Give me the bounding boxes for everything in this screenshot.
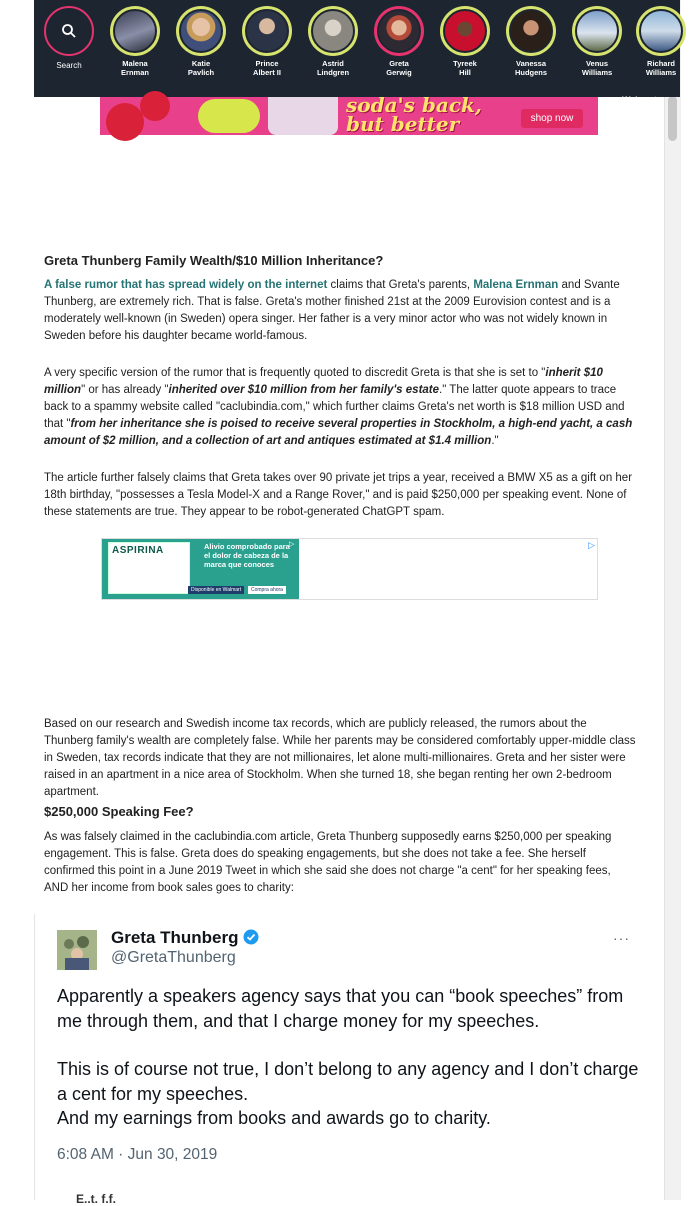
story-name-last: Hill	[459, 68, 471, 77]
ad-headline: Alivio comprobado para el dolor de cabeza de la marca que conoces	[204, 542, 290, 569]
paragraph-text: and Svante Thunberg, are extremely rich. That is false. Greta's mother finished 21st at the 2009 Eurovision contest and is a moderately well-known (in Sweden) opera singer. Her father is a very minor actor who was not widely known in Sweden before his daughter became world-famous.	[44, 279, 620, 342]
story-name-first: Astrid	[322, 59, 344, 68]
malena-ernman-link[interactable]: Malena Ernman	[473, 279, 559, 291]
scrollbar[interactable]	[664, 0, 681, 1200]
avatar[interactable]	[636, 6, 686, 56]
more-options-icon[interactable]: ···	[613, 930, 630, 946]
paragraph-text: " or has already "	[81, 384, 169, 396]
drink-cup-image	[268, 97, 338, 135]
ad-slogan-line1: soda's back,	[346, 93, 482, 117]
avatar[interactable]	[242, 6, 292, 56]
tweet-author-name[interactable]	[111, 928, 259, 948]
story-name-last: Albert II	[253, 68, 281, 77]
strawberry-image	[140, 91, 170, 121]
next-section-cutoff: E..t. f.f.	[76, 1192, 116, 1206]
story-name-first: Richard	[647, 59, 675, 68]
paragraph-speaking-fee: As was falsely claimed in the caclubindia.com article, Greta Thunberg supposedly earns $250,000 per speaking engagement. This is false. Greta does do speaking engagements, but she does not take a fee. She herself confirmed this point in a June 2019 Tweet in which she said she does not charge "a cent" for her speaking fees, AND her income from book sales goes to charity:	[44, 831, 612, 894]
story-tyreek-hill[interactable]	[432, 6, 498, 77]
story-name-first: Malena	[122, 59, 148, 68]
section-heading-inheritance: Greta Thunberg Family Wealth/$10 Million Inheritance?	[44, 253, 384, 268]
ad-choices-icon[interactable]: ▷	[588, 540, 595, 550]
story-name-first: Prince	[255, 59, 279, 68]
avatar[interactable]	[374, 6, 424, 56]
avatar[interactable]	[176, 6, 226, 56]
story-name-first: Tyreek	[453, 59, 477, 68]
avatar[interactable]	[506, 6, 556, 56]
paragraph-text: A very specific version of the rumor that is frequently quoted to discredit Greta is that she is set to "	[44, 367, 546, 379]
lime-image	[198, 99, 260, 133]
avatar[interactable]	[110, 6, 160, 56]
paragraph-text: claims that Greta's parents,	[327, 279, 474, 291]
story-malena-ernman[interactable]	[102, 6, 168, 77]
tweet-avatar[interactable]	[57, 930, 97, 970]
story-richard-williams[interactable]	[628, 6, 694, 77]
story-katie-pavlich[interactable]	[168, 6, 234, 77]
story-name-last: Ernman	[121, 68, 149, 77]
story-name-last: Williams	[581, 68, 613, 77]
paragraph-text: ."	[491, 435, 499, 447]
quote-inherit-10m: inherit $10 million	[44, 367, 603, 396]
search-label: Search	[56, 61, 82, 70]
ad-slogan	[346, 93, 482, 136]
story-name-last: Lindgren	[316, 68, 350, 77]
tweet-handle[interactable]: @GretaThunberg	[111, 949, 236, 966]
paragraph-jet-trips: The article further falsely claims that Greta takes over 90 private jet trips a year, received a BMW X5 as a gift on her 18th birthday, "possesses a Tesla Model-X and a Range Rover," and is paid $250,000 per speaking event. None of these statements are true. They appear to be robot-generated ChatGPT spam.	[44, 472, 633, 518]
ad-brand: ASPIRINA	[112, 545, 164, 556]
story-name-first: Greta	[389, 59, 409, 68]
paragraph-tax-records: Based on our research and Swedish income tax records, which are publicly released, the rumors about the Thunberg family's wealth are completely false. While her parents may be considered comfortably upper-middle class in Sweden, tax records indicate that they are not millionaires, let alone multi-millionaires. Greta and her sister were raised in an apartment in a nice area of Stockholm. When she turned 18, she began renting her own 2-bedroom apartment.	[44, 718, 636, 798]
story-name-first: Venus	[585, 59, 609, 68]
avatar[interactable]	[440, 6, 490, 56]
section-heading-speaking-fee: $250,000 Speaking Fee?	[44, 804, 194, 819]
false-rumor-link[interactable]: A false rumor that has spread widely on the internet	[44, 279, 328, 291]
walmart-logo: Walmart	[622, 95, 658, 105]
story-name-first: Vanessa	[515, 59, 547, 68]
search-button[interactable]	[44, 6, 94, 56]
avatar[interactable]	[308, 6, 358, 56]
story-name-last: Gerwig	[386, 68, 412, 77]
paragraph-inheritance-rumor	[44, 365, 636, 450]
ad-choices-icon[interactable]: ▷	[289, 541, 295, 548]
quote-inherited-over-10m: inherited over $10 million from her family's estate	[168, 384, 440, 396]
verified-badge-icon	[243, 929, 259, 945]
story-name-last: Williams	[645, 68, 677, 77]
embedded-tweet[interactable]	[34, 914, 647, 1200]
story-name-last: Pavlich	[187, 68, 215, 77]
tweet-text	[57, 984, 642, 1131]
left-margin	[0, 0, 34, 1200]
tweet-line: And my earnings from books and awards go to charity.	[57, 1108, 491, 1128]
story-greta-gerwig[interactable]	[366, 6, 432, 77]
people-stories-bar	[34, 0, 680, 97]
banner-ad-aspirina[interactable]	[101, 538, 598, 600]
available-walmart-badge[interactable]: Disponible en Walmart	[188, 586, 244, 594]
ad-slogan-line2: but better	[346, 112, 460, 136]
product-box-image	[108, 542, 190, 594]
story-astrid-lindgren[interactable]	[300, 6, 366, 77]
avatar[interactable]	[572, 6, 622, 56]
search-icon	[61, 23, 77, 39]
tweet-author-name-text: Greta Thunberg	[111, 928, 239, 947]
banner-ad-walmart[interactable]	[100, 93, 658, 136]
ad-panel	[102, 539, 299, 599]
story-search[interactable]	[36, 6, 102, 70]
story-prince-albert[interactable]	[234, 6, 300, 77]
scrollbar-thumb[interactable]	[668, 96, 677, 141]
strawberry-image	[106, 103, 144, 141]
story-vanessa-hudgens[interactable]	[498, 6, 564, 77]
paragraph-false-rumor	[44, 277, 636, 345]
paragraph-text: ." The latter quote appears to trace back to a spammy website called "caclubindia.com," which further claims Greta's net worth is $18 million USD and that "	[44, 384, 625, 430]
story-name-last: Hudgens	[514, 68, 548, 77]
quote-properties: from her inheritance she is poised to receive several properties in Stockholm, a high-end yacht, a cash amount of $2 million, and a collection of art and antiques estimated at $1.4 million	[44, 418, 633, 447]
tweet-line: Apparently a speakers agency says that you can “book speeches” from me through them, and that I charge money for my speeches.	[57, 986, 624, 1031]
story-venus-williams[interactable]	[564, 6, 630, 77]
buy-now-button[interactable]: Compra ahora	[248, 586, 286, 594]
tweet-spacer	[57, 1033, 642, 1057]
story-name-first: Katie	[191, 59, 211, 68]
shop-now-button[interactable]: shop now	[521, 109, 583, 128]
tweet-line: This is of course not true, I don’t belong to any agency and I don’t charge a cent for my speeches.	[57, 1059, 639, 1104]
avatar-photo-icon	[57, 930, 97, 970]
tweet-timestamp[interactable]: 6:08 AM · Jun 30, 2019	[57, 1146, 218, 1163]
